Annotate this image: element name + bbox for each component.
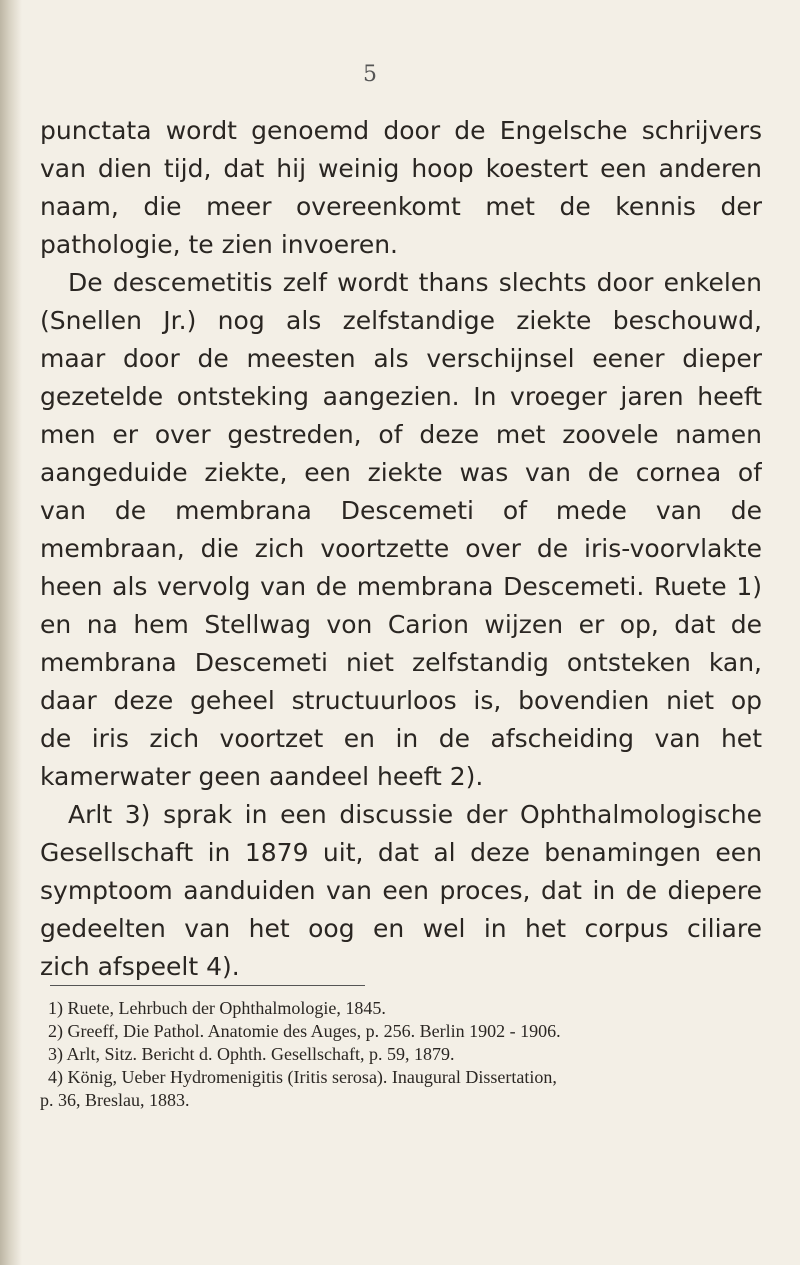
body-line: daar deze geheel structuurloos is, bovendien niet op bbox=[40, 686, 762, 715]
body-line: gezetelde ontsteking aangezien. In vroeger jaren heeft bbox=[40, 382, 762, 411]
body-line: de iris zich voortzet en in de afscheiding van het bbox=[40, 724, 762, 753]
body-line: punctata wordt genoemd door de Engelsche schrijvers bbox=[40, 116, 762, 145]
body-line: membraan, die zich voortzette over de iris-voorvlakte bbox=[40, 534, 762, 563]
body-line: De descemetitis zelf wordt thans slechts door enkelen bbox=[68, 268, 762, 297]
footnote: 2) Greeff, Die Pathol. Anatomie des Auges, p. 256. Berlin 1902 - 1906. bbox=[48, 1021, 561, 1041]
body-line: van dien tijd, dat hij weinig hoop koestert een anderen bbox=[40, 154, 762, 183]
body-line: heen als vervolg van de membrana Descemeti. Ruete 1) bbox=[40, 572, 762, 601]
footnote-divider bbox=[50, 985, 365, 986]
body-line: naam, die meer overeenkomt met de kennis der bbox=[40, 192, 762, 221]
footnote: 4) König, Ueber Hydromenigitis (Iritis serosa). Inaugural Dissertation, bbox=[48, 1067, 557, 1087]
footnote: 3) Arlt, Sitz. Bericht d. Ophth. Gesellschaft, p. 59, 1879. bbox=[48, 1044, 455, 1064]
body-line: symptoom aanduiden van een proces, dat in de diepere bbox=[40, 876, 762, 905]
body-line: zich afspeelt 4). bbox=[40, 952, 240, 981]
body-line: van de membrana Descemeti of mede van de bbox=[40, 496, 762, 525]
footnote-continuation: p. 36, Breslau, 1883. bbox=[40, 1090, 190, 1110]
body-line: pathologie, te zien invoeren. bbox=[40, 230, 398, 259]
page-number: 5 bbox=[363, 62, 377, 87]
body-line: maar door de meesten als verschijnsel eener dieper bbox=[40, 344, 762, 373]
body-line: en na hem Stellwag von Carion wijzen er op, dat de bbox=[40, 610, 762, 639]
body-line: aangeduide ziekte, een ziekte was van de cornea of bbox=[40, 458, 762, 487]
body-line: Gesellschaft in 1879 uit, dat al deze benamingen een bbox=[40, 838, 762, 867]
body-text bbox=[40, 112, 762, 986]
body-line: kamerwater geen aandeel heeft 2). bbox=[40, 762, 484, 791]
body-line: men er over gestreden, of deze met zoovele namen bbox=[40, 420, 762, 449]
body-line: membrana Descemeti niet zelfstandig ontsteken kan, bbox=[40, 648, 762, 677]
body-line: gedeelten van het oog en wel in het corpus ciliare bbox=[40, 914, 762, 943]
page-edge-shadow bbox=[0, 0, 22, 1265]
body-line: Arlt 3) sprak in een discussie der Ophthalmologische bbox=[68, 800, 762, 829]
body-line: (Snellen Jr.) nog als zelfstandige ziekte beschouwd, bbox=[40, 306, 762, 335]
footnote: 1) Ruete, Lehrbuch der Ophthalmologie, 1845. bbox=[48, 998, 386, 1018]
footnotes bbox=[40, 997, 762, 1112]
